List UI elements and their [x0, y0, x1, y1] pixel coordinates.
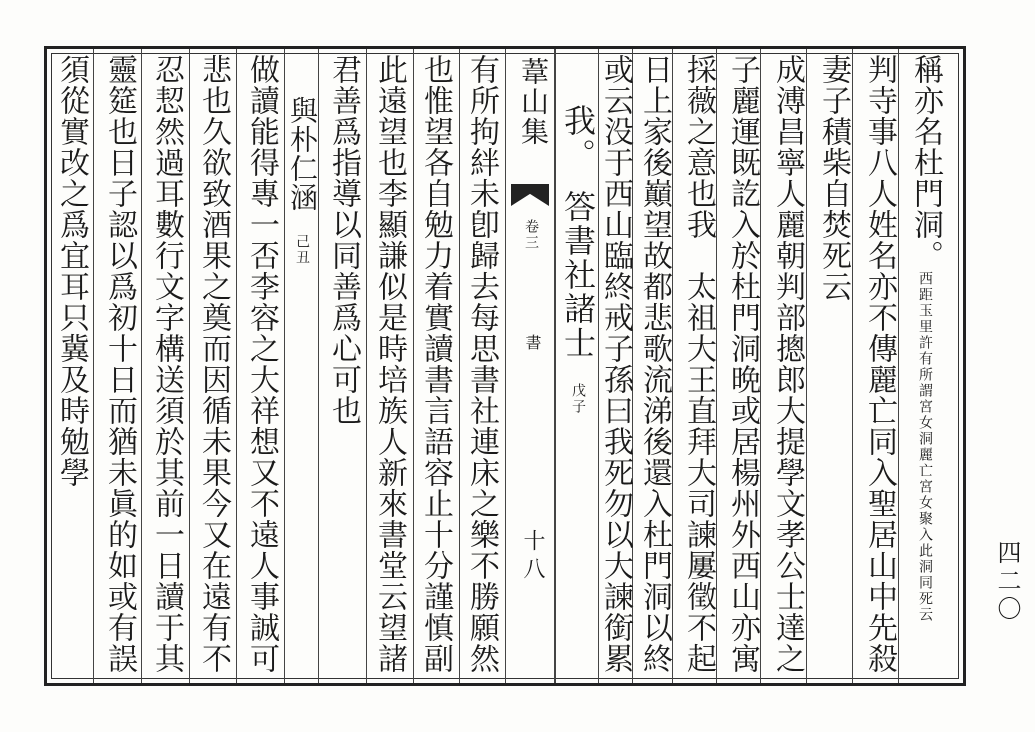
text-column-9: [464, 54, 499, 674]
page-number: 四二〇: [993, 540, 1021, 624]
column-rule: [555, 49, 556, 683]
folio-number: 十八: [520, 529, 545, 585]
column-rule: [806, 49, 807, 683]
column-text: 判寺事八人姓名亦不傳麗亡同入聖居山中先殺: [862, 54, 897, 674]
column-text: 君善爲指導以同善爲心可也: [326, 54, 361, 426]
column-rule: [93, 49, 94, 683]
center-line-right: [554, 49, 555, 683]
text-column-5: [725, 54, 760, 674]
section-label: 書: [523, 334, 542, 350]
column-rule: [672, 49, 673, 683]
fishtail-mark: [511, 184, 549, 206]
text-column-14: [196, 54, 231, 674]
column-text: 做讀能得專一否李容之大祥想又不遠人事誠可: [244, 54, 279, 674]
text-column-1: [908, 54, 943, 623]
center-margin: [505, 49, 555, 683]
column-rule: [760, 49, 761, 683]
column-rule: [366, 49, 367, 683]
text-column-13: [244, 54, 279, 674]
column-text: 採薇之意也我 太祖大王直拜大司諫屢徵不起: [681, 54, 716, 674]
column-text: 須從實改之爲宜耳只冀及時勉學: [54, 54, 89, 488]
text-column-10: [418, 54, 453, 674]
column-text: 日上家後巔望故都悲歌流涕後還入杜門洞以終: [637, 54, 672, 674]
text-column-17: [54, 54, 89, 488]
column-rule: [459, 49, 460, 683]
column-rule: [898, 49, 899, 683]
letter-year: 戊子: [570, 382, 586, 415]
text-column-11: [372, 54, 407, 674]
column-rule: [141, 49, 142, 683]
column-text: 成溥昌寧人麗朝判部摠郎大提學文孝公士達之: [770, 54, 805, 674]
column-text: 或云没于西山臨終戒子孫曰我死勿以大諫銜累: [598, 54, 633, 674]
column-rule: [413, 49, 414, 683]
column-text: 悲也久欲致酒果之奠而因循未果今又在遠有不: [196, 54, 231, 674]
letter-title-column-2: [286, 96, 319, 266]
column-text: 妻子積柴自焚死云: [816, 54, 851, 302]
text-column-2: [862, 54, 897, 674]
annotation-text: 西距玉里許有所謂宮女洞麗亡宮女聚入此洞同死云: [917, 271, 933, 623]
column-rule: [189, 49, 190, 683]
volume-label: 卷三: [523, 219, 539, 251]
column-text: 子麗運既訖入於杜門洞晩或居楊州外西山亦寓: [725, 54, 760, 674]
text-column-8: [598, 54, 633, 674]
column-text: 稱亦名杜門洞。: [908, 54, 943, 271]
column-rule: [236, 49, 237, 683]
text-column-7: [637, 54, 672, 674]
column-text: 也惟望各自勉力着實讀書言語容止十分謹慎副: [418, 54, 453, 674]
column-rule: [284, 49, 285, 683]
column-text: 有所拘絆未卽歸去每思書社連床之樂不勝願然: [464, 54, 499, 674]
column-rule: [852, 49, 853, 683]
column-text: 此遠望也李顯謙似是時培族人新來書堂云望諸: [372, 54, 407, 674]
letter-year: 己丑: [294, 233, 310, 266]
text-column-12: [326, 54, 361, 426]
column-rule: [716, 49, 717, 683]
column-text: 忍恝然過耳數行文字構送須於其前一日讀于其: [149, 54, 184, 674]
text-column-6: [681, 54, 716, 674]
center-line-left: [505, 49, 506, 683]
column-text: 靈筵也日子認以爲初十日而猶未眞的如或有誤: [102, 54, 137, 674]
letter-title: 我。 答書社諸士: [559, 104, 597, 360]
letter-title: 與朴仁涵: [286, 96, 319, 212]
text-column-4: [770, 54, 805, 674]
text-column-16: [102, 54, 137, 674]
collection-title: 葦山集: [517, 57, 550, 147]
letter-title-column: [559, 104, 597, 415]
text-column-3: [816, 54, 851, 302]
text-column-15: [149, 54, 184, 674]
